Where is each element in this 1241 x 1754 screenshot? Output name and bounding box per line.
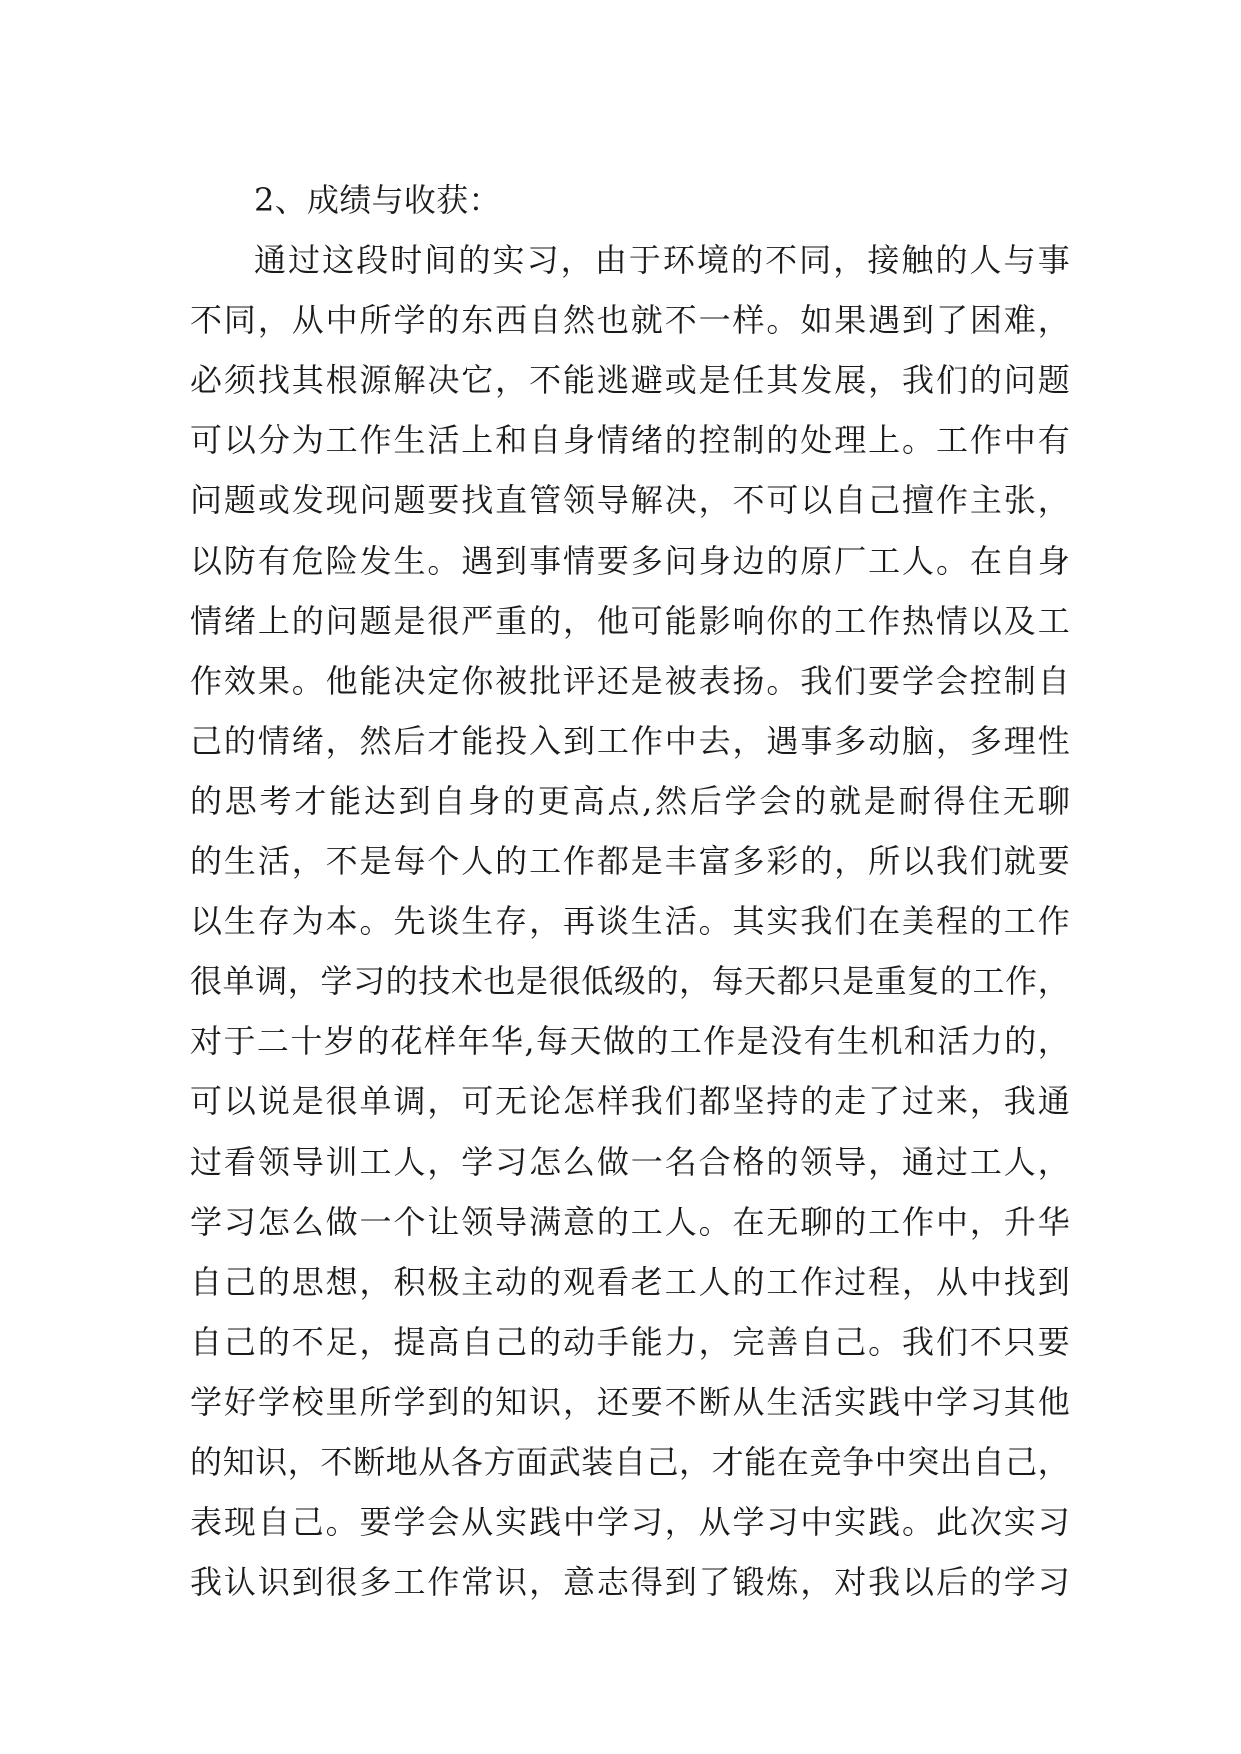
paragraph-line: 可以说是很单调，可无论怎样我们都坚持的走了过来，我通 xyxy=(190,1082,1070,1121)
paragraph-line: 的生活，不是每个人的工作都是丰富多彩的，所以我们就要 xyxy=(190,842,1070,881)
paragraph-line: 学习怎么做一个让领导满意的工人。在无聊的工作中，升华 xyxy=(190,1202,1070,1241)
paragraph-line: 的思考才能达到自身的更高点,然后学会的就是耐得住无聊 xyxy=(190,781,1070,820)
paragraph-line: 很单调，学习的技术也是很低级的，每天都只是重复的工作， xyxy=(190,962,1070,1001)
paragraph-line: 情绪上的问题是很严重的，他可能影响你的工作热情以及工 xyxy=(190,601,1070,640)
paragraph-line: 的知识，不断地从各方面武装自己，才能在竞争中突出自己， xyxy=(190,1442,1070,1481)
paragraph-line: 自己的思想，积极主动的观看老工人的工作过程，从中找到 xyxy=(190,1262,1070,1301)
section-heading: 2、成绩与收获： xyxy=(254,181,501,219)
body-text xyxy=(190,170,1070,1612)
paragraph-line: 我认识到很多工作常识，意志得到了锻炼，对我以后的学习 xyxy=(190,1563,1070,1602)
paragraph-line: 必须找其根源解决它，不能逃避或是任其发展，我们的问题 xyxy=(190,361,1070,400)
paragraph-line: 过看领导训工人，学习怎么做一名合格的领导，通过工人， xyxy=(190,1142,1070,1181)
paragraph-line: 可以分为工作生活上和自身情绪的控制的处理上。工作中有 xyxy=(190,421,1070,460)
paragraph-line: 对于二十岁的花样年华,每天做的工作是没有生机和活力的， xyxy=(190,1022,1070,1061)
paragraph-line: 不同，从中所学的东西自然也就不一样。如果遇到了困难， xyxy=(190,301,1070,340)
paragraph-line: 学好学校里所学到的知识，还要不断从生活实践中学习其他 xyxy=(190,1382,1070,1421)
paragraph-line: 通过这段时间的实习，由于环境的不同，接触的人与事 xyxy=(254,241,1070,280)
paragraph-line: 问题或发现问题要找直管领导解决，不可以自己擅作主张， xyxy=(190,481,1070,520)
paragraph-line: 以防有危险发生。遇到事情要多问身边的原厂工人。在自身 xyxy=(190,541,1070,580)
paragraph-line: 以生存为本。先谈生存，再谈生活。其实我们在美程的工作 xyxy=(190,902,1070,941)
paragraph-line: 表现自己。要学会从实践中学习，从学习中实践。此次实习 xyxy=(190,1503,1070,1542)
paragraph-line: 作效果。他能决定你被批评还是被表扬。我们要学会控制自 xyxy=(190,661,1070,700)
paragraph-line: 自己的不足，提高自己的动手能力，完善自己。我们不只要 xyxy=(190,1322,1070,1361)
paragraph-line: 己的情绪，然后才能投入到工作中去，遇事多动脑，多理性 xyxy=(190,721,1070,760)
